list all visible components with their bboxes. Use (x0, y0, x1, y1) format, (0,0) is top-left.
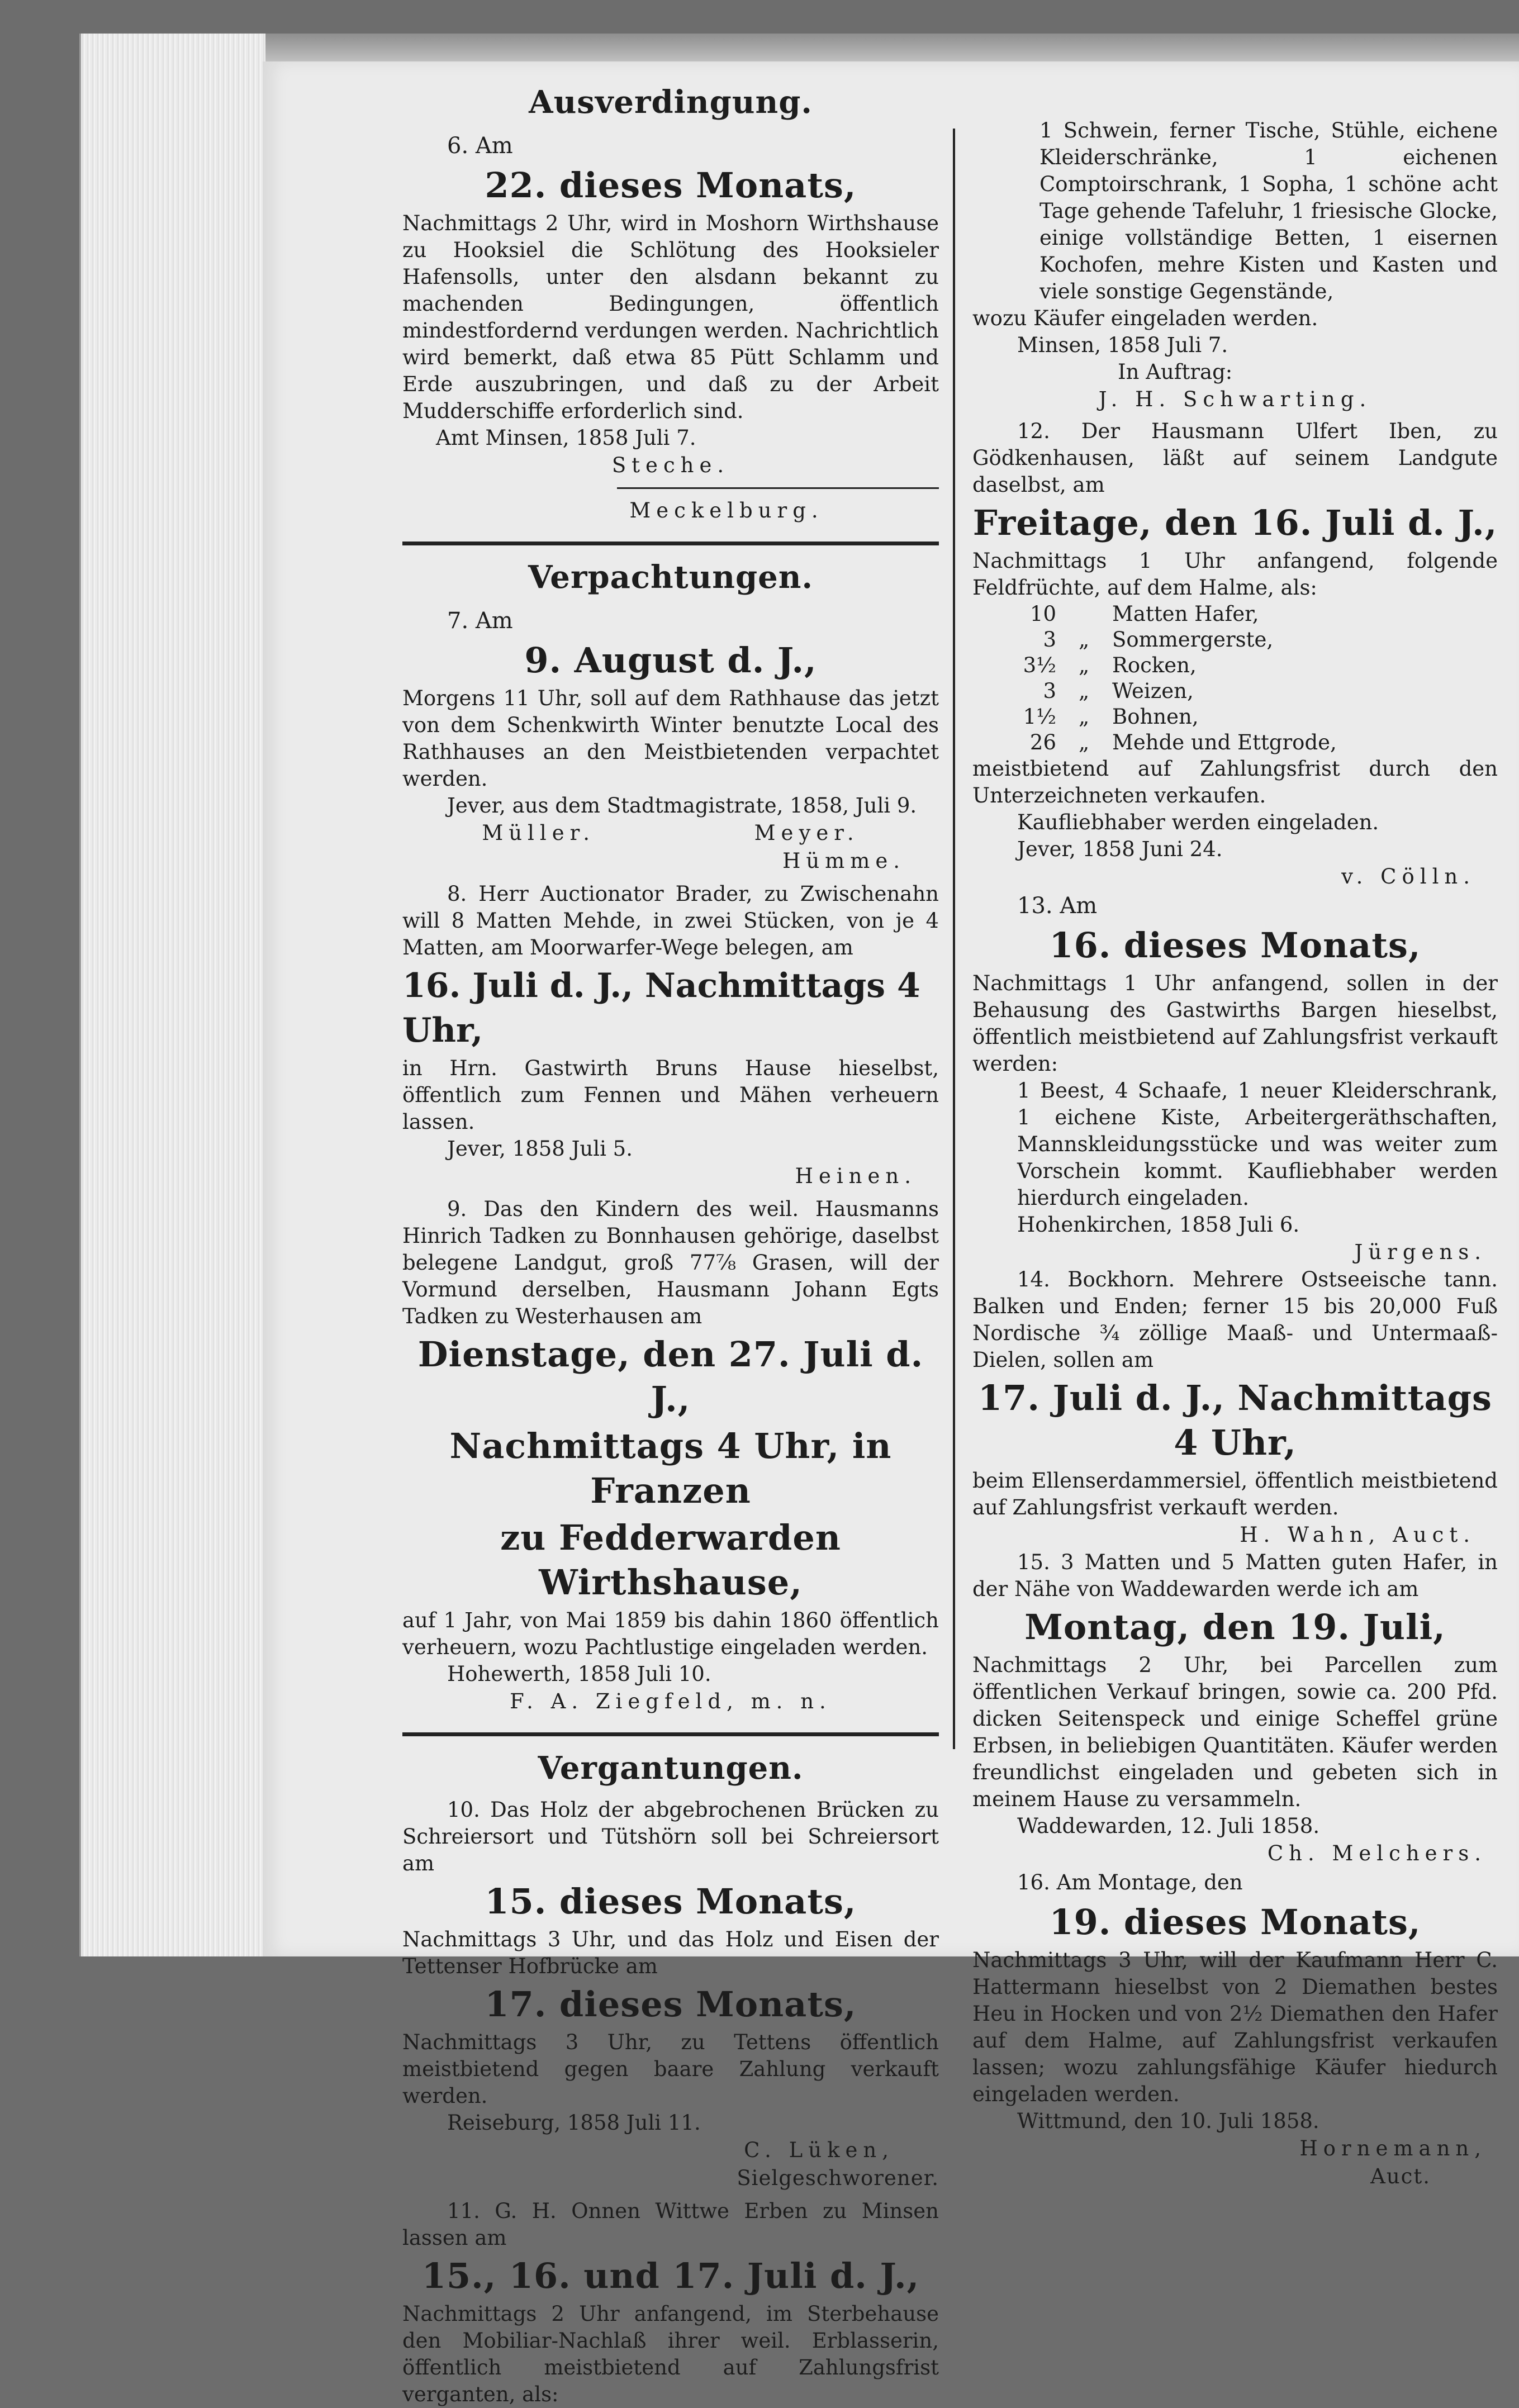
signature: Steche. (611, 453, 730, 477)
section-heading: Verpachtungen. (528, 559, 813, 596)
signature: J. H. Schwarting. (1098, 387, 1372, 411)
crop-name: Mehde und Ettgrode, (1112, 730, 1337, 754)
item-body: 1 Schwein, ferner Tische, Stühle, eichene Kleiderschränke, 1 eichenen Comptoirschrank, 1 Sopha, 1 schöne acht Tage gehende Tafeluhr, 1 friesische Glocke, einige vollständige Betten, 1 eisernen Kochofen, mehre Kisten und Kasten und viele sonstige Gegenstände, (1039, 118, 1498, 303)
item-prefix: 13. Am (1017, 893, 1098, 919)
signature: Hümme. (782, 849, 905, 873)
crop-row (1006, 601, 1498, 627)
item-body: Morgens 11 Uhr, soll auf dem Rathhause das jetzt von dem Schenkwirth Winter benutzte Local des Rathhauses an den Meistbietenden verpachtet werden. (402, 686, 939, 791)
item-body: wozu Käufer eingeladen werden. (972, 306, 1318, 330)
crop-name: Rocken, (1112, 653, 1197, 677)
item-date: 17. Juli d. J., Nachmittags 4 Uhr, (978, 1378, 1492, 1463)
section-vergantungen (402, 1750, 939, 2408)
item-date: Freitage, den 16. Juli d. J., (972, 502, 1498, 543)
item-body: Nachmittags 1 Uhr anfangend, sollen in der Behausung des Gastwirths Bargen hieselbst, öffentlich meistbietend auf Zahlungsfrist verkauft werden: (972, 971, 1498, 1076)
item-place: Jever, 1858 Juli 5. (447, 1137, 633, 1161)
crop-quantity: 3½ (1023, 653, 1056, 677)
item-date: 16. Juli d. J., Nachmittags 4 Uhr, (402, 966, 920, 1050)
crop-row (1006, 704, 1498, 730)
item-body: 9. Das den Kindern des weil. Hausmanns Hinrich Tadken zu Bonnhausen gehörige, daselbst belegene Landgut, groß 77⅞ Grasen, will der Vormund derselben, Hausmann Johann Egts Tadken zu Westerhausen am (402, 1197, 939, 1328)
item-prefix: 6. Am (447, 133, 513, 159)
item-body: 10. Das Holz der abgebrochenen Brücken zu Schreiersort und Tütshörn soll bei Schreiersort am (402, 1798, 939, 1875)
item-body: 12. Der Hausmann Ulfert Iben, zu Gödkenhausen, läßt auf seinem Landgute daselbst, am (972, 419, 1498, 497)
crop-quantity: 1½ (1023, 705, 1056, 729)
item-body: 8. Herr Auctionator Brader, zu Zwischenahn will 8 Matten Mehde, in zwei Stücken, von je 4 Matten, am Moorwarfer-Wege belegen, am (402, 882, 939, 960)
signature: Meckelburg. (629, 498, 824, 523)
item-prefix: 16. Am Montage, den (1017, 1870, 1243, 1894)
item-body: in Hrn. Gastwirth Bruns Hause hieselbst, öffentlich zum Fennen und Mähen verheuern lassen. (402, 1056, 939, 1134)
signature: Meyer. (754, 821, 860, 845)
signature-title: Sielgeschworener. (737, 2166, 939, 2190)
item-date: Dienstage, den 27. Juli d. J., (417, 1334, 924, 1419)
item-place: Amt Minsen, 1858 Juli 7. (436, 426, 696, 450)
crop-ditto: „ (1079, 628, 1090, 652)
crop-quantity: 3 (1043, 628, 1056, 652)
signature: Heinen. (795, 1164, 917, 1188)
signature: C. Lüken, (744, 2138, 894, 2162)
divider (617, 487, 939, 489)
item-date: 16. dieses Monats, (1049, 925, 1421, 966)
item-place: Minsen, 1858 Juli 7. (1017, 333, 1228, 357)
book-page-edges (79, 34, 265, 1956)
signature: Jürgens. (1354, 1240, 1487, 1264)
section-verpachtungen (402, 559, 939, 1716)
signature: F. A. Ziegfeld, m. n. (510, 1689, 832, 1713)
crop-quantity: 26 (1029, 730, 1056, 754)
section-heading: Ausverdingung. (529, 84, 813, 121)
crop-row (1006, 678, 1498, 704)
item-place: Jever, aus dem Stadtmagistrate, 1858, Juli 9. (447, 794, 917, 818)
item-body: 11. G. H. Onnen Wittwe Erben zu Minsen lassen am (402, 2199, 939, 2250)
item-body: Nachmittags 2 Uhr, wird in Moshorn Wirthshause zu Hooksiel die Schlötung des Hooksieler Hafensolls, unter den alsdann bekannt zu machenden Bedingungen, öffentlich mindestfordernd verdungen werden. Nachrichtlich wird bemerkt, daß etwa 85 Pütt Schlamm und Erde auszubringen, und daß zu der Arbeit Mudderschiffe erforderlich sind. (402, 211, 939, 423)
item-place: Reiseburg, 1858 Juli 11. (447, 2111, 701, 2135)
item-date: 9. August d. J., (524, 640, 817, 681)
item-place: Waddewarden, 12. Juli 1858. (1017, 1814, 1320, 1838)
section-heading: Vergantungen. (538, 1750, 804, 1787)
crop-quantity: 10 (1029, 602, 1056, 626)
item-date: zu Fedderwarden Wirthshause, (500, 1517, 841, 1603)
item-place: Hohewerth, 1858 Juli 10. (447, 1662, 711, 1686)
item-body: Nachmittags 2 Uhr, bei Parcellen zum öffentlichen Verkauf bringen, sowie ca. 200 Pfd. dicken Seitenspeck und einige Scheffel grüne Erbsen, in beliebigen Quantitäten. Käufer werden freundlichst eingeladen und gebeten sich in meinem Hause zu versammeln. (972, 1653, 1498, 1811)
signature-row (402, 819, 939, 847)
item-body: Nachmittags 2 Uhr anfangend, im Sterbehause den Mobiliar-Nachlaß ihrer weil. Erblasserin, öffentlich meistbietend auf Zahlungsfrist verganten, als: (402, 2302, 939, 2406)
item-body: Kaufliebhaber werden eingeladen. (1017, 810, 1379, 834)
signature: Ch. Melchers. (1267, 1841, 1487, 1865)
crop-ditto (1079, 601, 1112, 627)
item-auftrag: In Auftrag: (1118, 360, 1233, 384)
crop-name: Bohnen, (1112, 705, 1199, 729)
crop-ditto: „ (1079, 679, 1090, 703)
column-divider (953, 129, 955, 1749)
section-divider (402, 542, 939, 545)
crop-ditto: „ (1079, 730, 1090, 754)
item-place: Jever, 1858 Juni 24. (1017, 837, 1223, 861)
item-date: 15., 16. und 17. Juli d. J., (421, 2255, 920, 2296)
crop-row (1006, 627, 1498, 653)
item-body: auf 1 Jahr, von Mai 1859 bis dahin 1860 öffentlich verheuern, wozu Pachtlustige eingeladen werden. (402, 1608, 939, 1659)
item-list: 1 Beest, 4 Schaafe, 1 neuer Kleiderschrank, 1 eichene Kiste, Arbeitergeräthschaften, Mannskleidungsstücke und was weiter zum Vorschein kommt. Kaufliebhaber werden hierdurch eingeladen. (1017, 1079, 1498, 1210)
item-date: 22. dieses Monats, (485, 165, 857, 206)
signature: H. Wahn, Auct. (1240, 1523, 1475, 1547)
crop-quantity: 3 (1043, 679, 1056, 703)
item-body: 14. Bockhorn. Mehrere Ostseeische tann. Balken und Enden; ferner 15 bis 20,000 Fuß Nordische ¾ zöllige Maaß- und Untermaaß-Dielen, sollen am (972, 1267, 1498, 1372)
crop-ditto: „ (1079, 705, 1090, 729)
crop-ditto: „ (1079, 653, 1090, 677)
item-date: 19. dieses Monats, (1049, 1902, 1421, 1942)
item-place: Wittmund, den 10. Juli 1858. (1017, 2109, 1319, 2133)
item-body: meistbietend auf Zahlungsfrist durch den Unterzeichneten verkaufen. (972, 757, 1498, 808)
section-ausverdingung (402, 84, 939, 525)
signature: v. Cölln. (1341, 865, 1475, 889)
item-prefix: 7. Am (447, 608, 513, 634)
left-column (402, 67, 939, 2408)
crop-name: Sommergerste, (1112, 628, 1274, 652)
crop-name: Weizen, (1112, 679, 1194, 703)
item-date: 17. dieses Monats, (485, 1984, 857, 2025)
item-body: Nachmittags 3 Uhr, zu Tettens öffentlich meistbietend gegen baare Zahlung verkauft werden. (402, 2030, 939, 2108)
item-body: beim Ellenserdammersiel, öffentlich meistbietend auf Zahlungsfrist verkauft werden. (972, 1469, 1498, 1519)
signature: Müller. (482, 821, 595, 845)
item-body: Nachmittags 3 Uhr, und das Holz und Eisen der Tettenser Hofbrücke am (402, 1927, 939, 1978)
item-body: Nachmittags 3 Uhr, will der Kaufmann Herr C. Hattermann hieselbst von 2 Diemathen bestes Heu in Hocken und von 2½ Diemathen den Hafer auf dem Halme, auf Zahlungsfrist verkaufen lassen; wozu zahlungsfähige Käufer hiedurch eingeladen werden. (972, 1948, 1498, 2106)
item-body: Nachmittags 1 Uhr anfangend, folgende Feldfrüchte, auf dem Halme, als: (972, 549, 1498, 600)
item-date: Montag, den 19. Juli, (1024, 1607, 1446, 1647)
right-column (972, 117, 1498, 2191)
item-body: 15. 3 Matten und 5 Matten guten Hafer, in der Nähe von Waddewarden werde ich am (972, 1550, 1498, 1601)
crop-name: Matten Hafer, (1112, 602, 1259, 626)
section-divider (402, 1732, 939, 1736)
crop-row (1006, 653, 1498, 678)
item-place: Hohenkirchen, 1858 Juli 6. (1017, 1213, 1300, 1237)
item-date: Nachmittags 4 Uhr, in Franzen (449, 1426, 892, 1511)
item-date: 15. dieses Monats, (485, 1881, 857, 1922)
signature: Hornemann, (1299, 2136, 1487, 2160)
crop-row (1006, 730, 1498, 756)
signature-title: Auct. (1370, 2164, 1431, 2188)
crop-list (972, 601, 1498, 756)
